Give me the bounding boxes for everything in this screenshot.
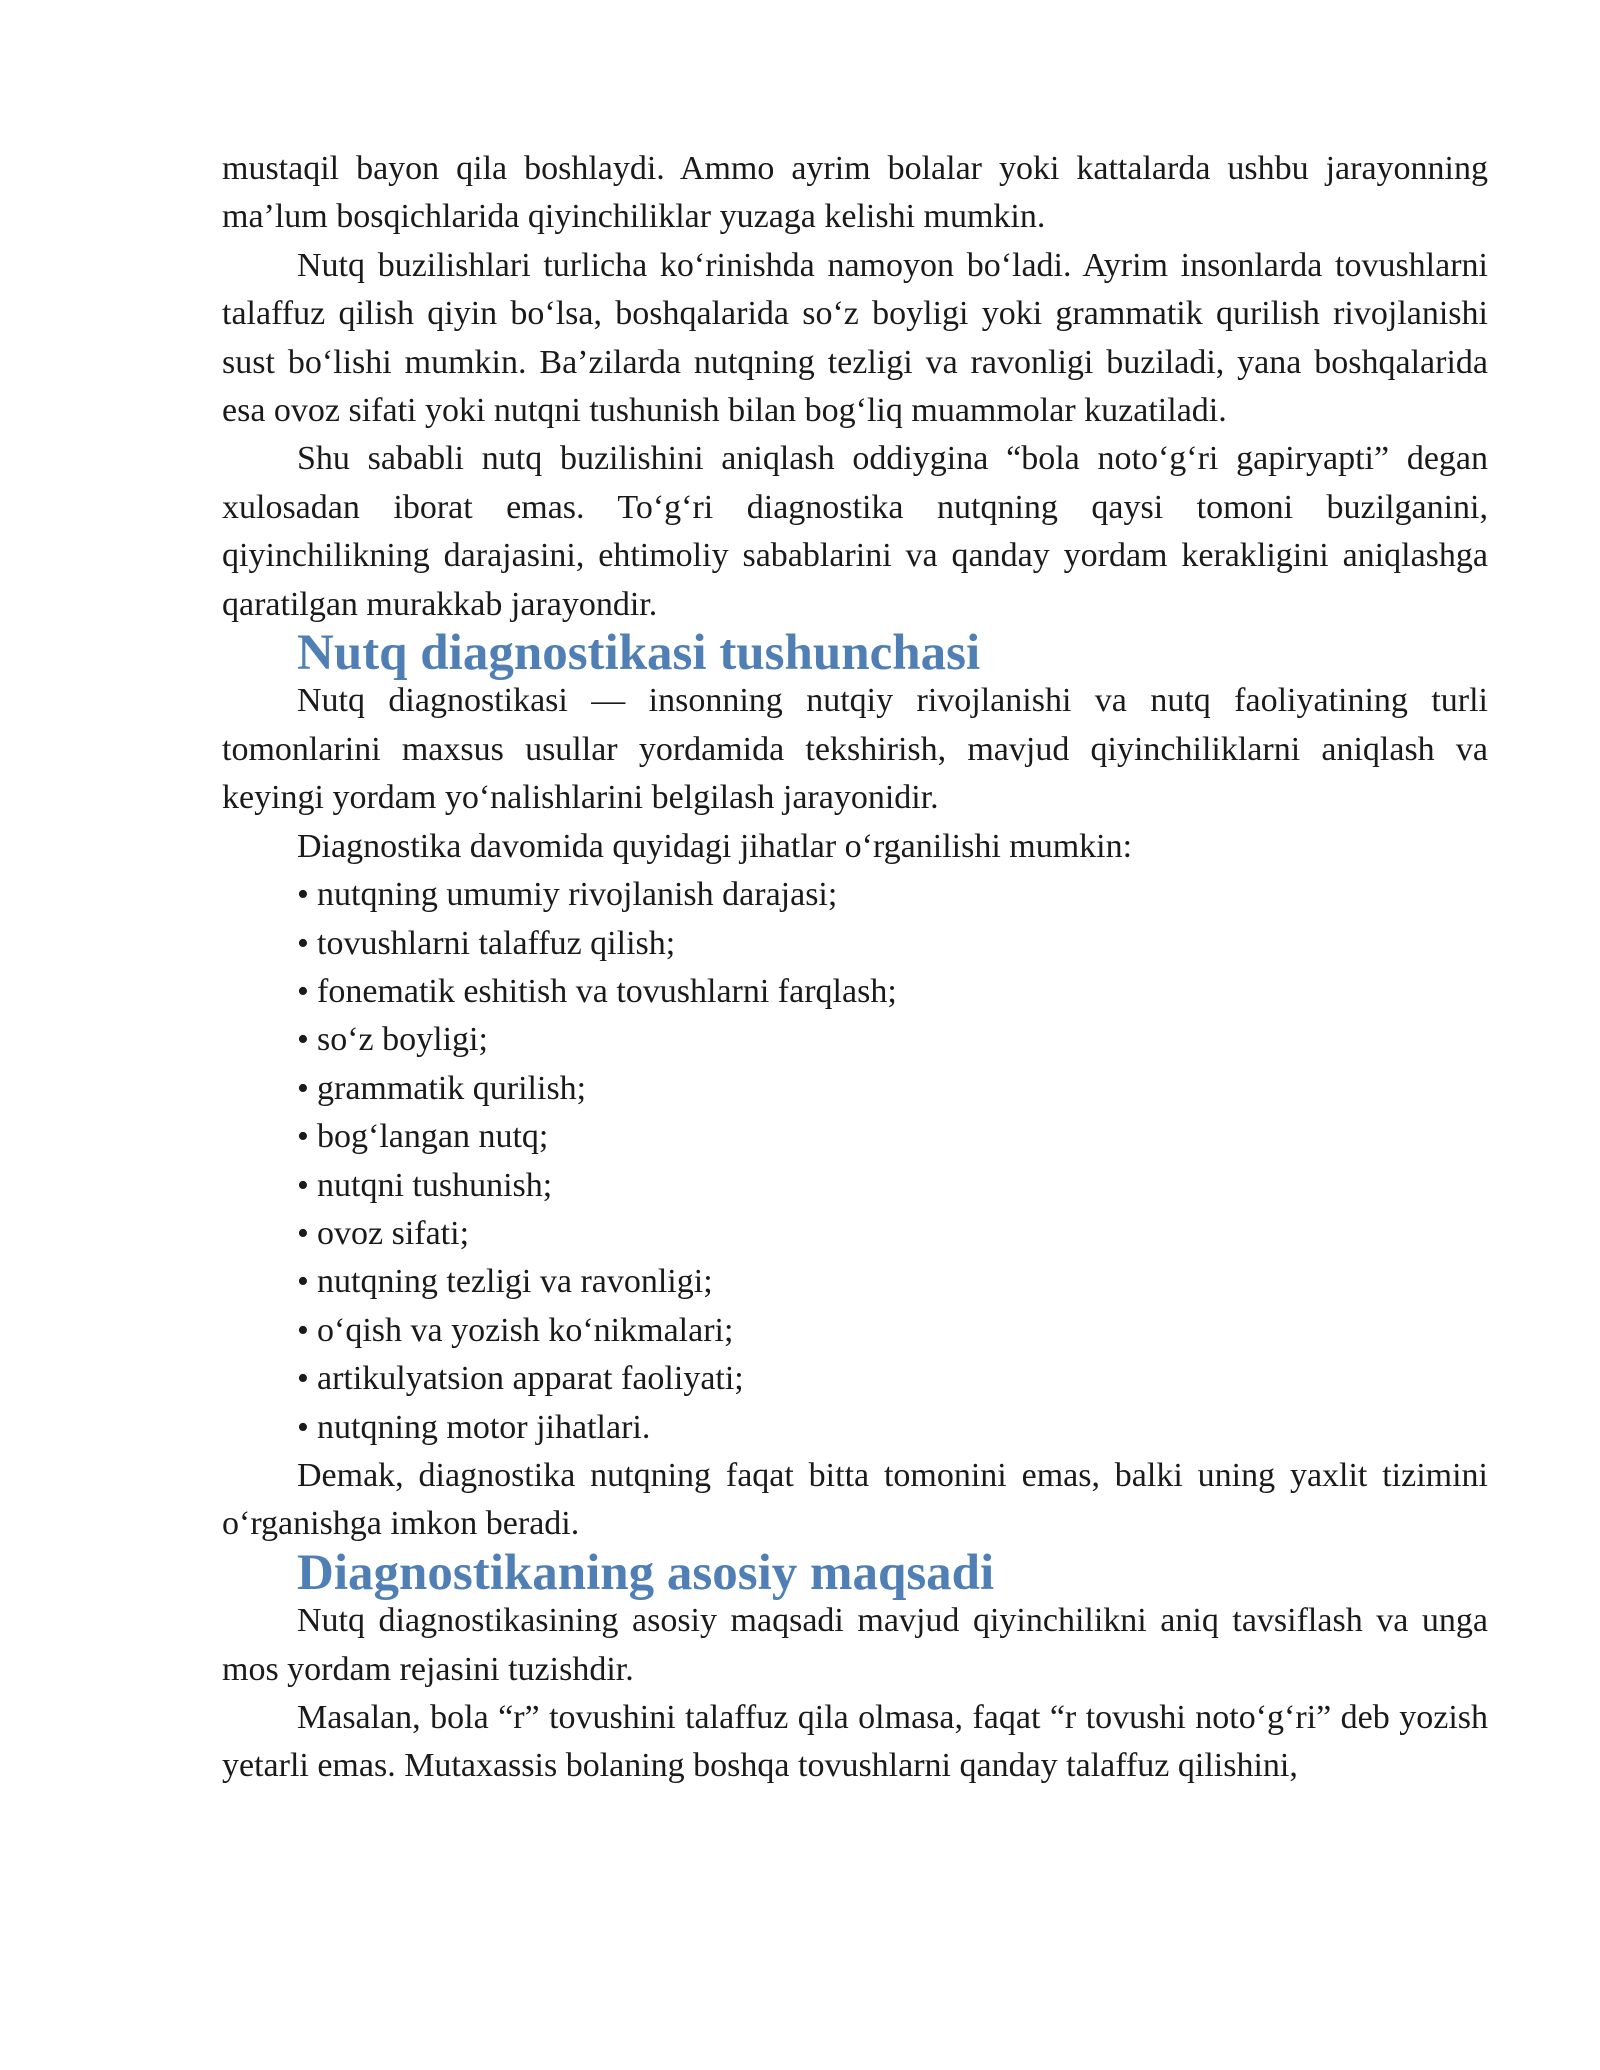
bullet-icon: •: [297, 1166, 309, 1204]
bullet-icon: •: [297, 876, 309, 914]
list-item: • nutqning umumiy rivojlanish darajasi;: [297, 871, 1488, 919]
list-item: • tovushlarni talaffuz qilish;: [297, 920, 1488, 968]
list-item: • grammatik qurilish;: [297, 1065, 1488, 1113]
bullet-icon: •: [297, 1069, 309, 1107]
bullet-icon: •: [297, 1214, 309, 1252]
paragraph-conclusion: Demak, diagnostika nutqning faqat bitta tomonini emas, balki uning yaxlit tizimini oʻrganishga imkon beradi.: [222, 1456, 1488, 1543]
bullet-icon: •: [297, 1118, 309, 1156]
bullet-icon: •: [297, 972, 309, 1010]
paragraph-continuation: mustaqil bayon qila boshlaydi. Ammo ayrim bolalar yoki kattalarda ushbu jarayonning ma’lum bosqichlarida qiyinchiliklar yuzaga kelishi mumkin.: [222, 150, 1488, 236]
bullet-icon: •: [297, 1360, 309, 1398]
bullet-icon: •: [297, 1311, 309, 1349]
document-page: [222, 145, 1488, 1791]
list-item: • oʻqish va yozish koʻnikmalari;: [297, 1307, 1488, 1355]
paragraph-list-intro: Diagnostika davomida quyidagi jihatlar oʻrganilishi mumkin:: [297, 827, 1133, 865]
list-item: • fonematik eshitish va tovushlarni farqlash;: [297, 968, 1488, 1016]
aspects-list: [222, 871, 1488, 1452]
bullet-icon: •: [297, 1263, 309, 1301]
paragraph-definition: Nutq diagnostikasi — insonning nutqiy rivojlanishi va nutq faoliyatining turli tomonlarini maxsus usullar yordamida tekshirish, mavjud qiyinchiliklarni aniqlash va keyingi yordam yoʻnalishlarini belgilash jarayonidir.: [222, 682, 1488, 817]
list-item: • bogʻlangan nutq;: [297, 1113, 1488, 1161]
bullet-icon: •: [297, 924, 309, 962]
paragraph-speech-disorders: Nutq buzilishlari turlicha koʻrinishda namoyon boʻladi. Ayrim insonlarda tovushlarni talaffuz qilish qiyin boʻlsa, boshqalarida soʻz boyligi yoki grammatik qurilish rivojlanishi sust boʻlishi mumkin. Ba’zilarda nutqning tezligi va ravonligi buziladi, yana boshqalarida esa ovoz sifati yoki nutqni tushunish bilan bogʻliq muammolar kuzatiladi.: [222, 246, 1488, 430]
list-item: • nutqni tushunish;: [297, 1162, 1488, 1210]
paragraph-diagnosis-intro: Shu sababli nutq buzilishini aniqlash oddiygina “bola notoʻgʻri gapiryapti” degan xulosadan iborat emas. Toʻgʻri diagnostika nutqning qaysi tomoni buzilganini, qiyinchilikning darajasini, ehtimoliy sabablarini va qanday yordam kerakligini aniqlashga qaratilgan murakkab jarayondir.: [222, 440, 1488, 623]
list-item: • nutqning tezligi va ravonligi;: [297, 1258, 1488, 1306]
list-item: • ovoz sifati;: [297, 1210, 1488, 1258]
list-item: • artikulyatsion apparat faoliyati;: [297, 1355, 1488, 1403]
section-heading-goal: Diagnostikaning asosiy maqsadi: [297, 1544, 995, 1601]
list-item: • nutqning motor jihatlari.: [297, 1404, 1488, 1452]
list-item: • soʻz boyligi;: [297, 1016, 1488, 1064]
paragraph-goal: Nutq diagnostikasining asosiy maqsadi mavjud qiyinchilikni aniq tavsiflash va unga mos yordam rejasini tuzishdir.: [222, 1602, 1488, 1688]
paragraph-example: Masalan, bola “r” tovushini talaffuz qila olmasa, faqat “r tovushi notoʻgʻri” deb yozish yetarli emas. Mutaxassis bolaning boshqa tovushlarni qanday talaffuz qilishini,: [222, 1699, 1488, 1785]
section-heading-concept: Nutq diagnostikasi tushunchasi: [297, 625, 981, 682]
bullet-icon: •: [297, 1408, 309, 1446]
bullet-icon: •: [297, 1021, 309, 1059]
